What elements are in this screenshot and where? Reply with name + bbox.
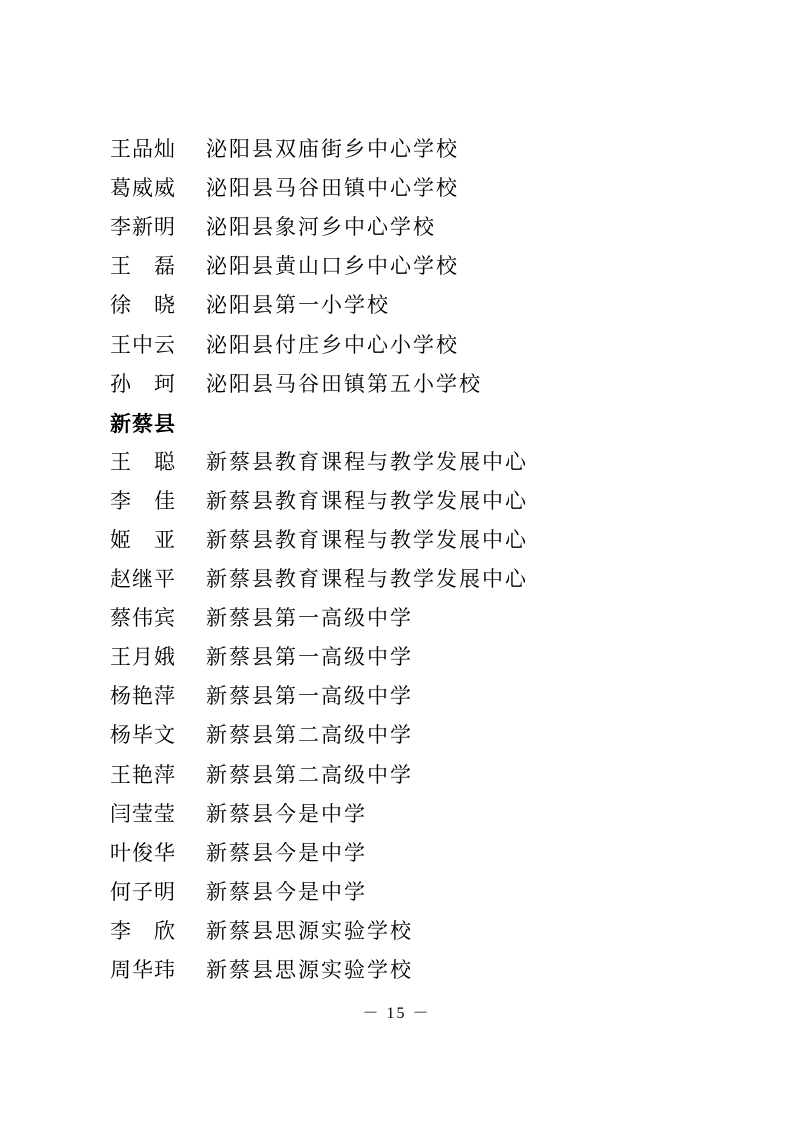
list-item <box>110 951 750 990</box>
list-item <box>110 443 750 482</box>
list-item <box>110 756 750 795</box>
person-name: 蔡伟宾 <box>110 606 176 631</box>
school-name: 新蔡县今是中学 <box>206 879 367 904</box>
person-name: 杨毕文 <box>110 723 176 748</box>
person-name: 王 聪 <box>110 449 176 474</box>
list-item <box>110 286 750 325</box>
person-name: 赵继平 <box>110 567 176 592</box>
name-list <box>110 130 750 990</box>
school-name: 新蔡县思源实验学校 <box>206 918 413 943</box>
school-name: 泌阳县付庄乡中心小学校 <box>206 332 459 357</box>
school-name: 泌阳县象河乡中心学校 <box>206 215 436 240</box>
person-name: 王月娥 <box>110 645 176 670</box>
section-heading: 新蔡县 <box>110 412 176 437</box>
list-item <box>110 365 750 404</box>
list-item <box>110 716 750 755</box>
person-name: 杨艳萍 <box>110 684 176 709</box>
school-name: 新蔡县思源实验学校 <box>206 958 413 983</box>
list-item <box>110 599 750 638</box>
person-name: 李 佳 <box>110 488 176 513</box>
school-name: 泌阳县马谷田镇第五小学校 <box>206 371 482 396</box>
school-name: 新蔡县第二高级中学 <box>206 762 413 787</box>
person-name: 王中云 <box>110 332 176 357</box>
person-name: 李 欣 <box>110 918 176 943</box>
person-name: 孙 珂 <box>110 371 176 396</box>
school-name: 新蔡县第一高级中学 <box>206 606 413 631</box>
list-item <box>110 325 750 364</box>
list-item <box>110 795 750 834</box>
list-item <box>110 130 750 169</box>
school-name: 新蔡县第一高级中学 <box>206 645 413 670</box>
person-name: 何子明 <box>110 879 176 904</box>
list-item <box>110 482 750 521</box>
school-name: 泌阳县第一小学校 <box>206 293 390 318</box>
school-name: 新蔡县教育课程与教学发展中心 <box>206 567 528 592</box>
list-item <box>110 677 750 716</box>
list-item <box>110 169 750 208</box>
list-item <box>110 560 750 599</box>
school-name: 新蔡县教育课程与教学发展中心 <box>206 449 528 474</box>
school-name: 泌阳县黄山口乡中心学校 <box>206 254 459 279</box>
person-name: 王品灿 <box>110 137 176 162</box>
school-name: 新蔡县第二高级中学 <box>206 723 413 748</box>
person-name: 姬 亚 <box>110 527 176 552</box>
list-item <box>110 521 750 560</box>
list-item <box>110 638 750 677</box>
school-name: 新蔡县今是中学 <box>206 840 367 865</box>
school-name: 新蔡县教育课程与教学发展中心 <box>206 488 528 513</box>
school-name: 泌阳县双庙街乡中心学校 <box>206 137 459 162</box>
list-item <box>110 834 750 873</box>
person-name: 王艳萍 <box>110 762 176 787</box>
list-item <box>110 912 750 951</box>
list-item <box>110 208 750 247</box>
person-name: 叶俊华 <box>110 840 176 865</box>
person-name: 葛威威 <box>110 176 176 201</box>
person-name: 王 磊 <box>110 254 176 279</box>
school-name: 新蔡县教育课程与教学发展中心 <box>206 527 528 552</box>
person-name: 李新明 <box>110 215 176 240</box>
person-name: 周华玮 <box>110 958 176 983</box>
page-number: － 15 － <box>362 1005 431 1022</box>
school-name: 泌阳县马谷田镇中心学校 <box>206 176 459 201</box>
person-name: 徐 晓 <box>110 293 176 318</box>
school-name: 新蔡县第一高级中学 <box>206 684 413 709</box>
person-name: 闫莹莹 <box>110 801 176 826</box>
list-item <box>110 873 750 912</box>
list-item <box>110 247 750 286</box>
school-name: 新蔡县今是中学 <box>206 801 367 826</box>
